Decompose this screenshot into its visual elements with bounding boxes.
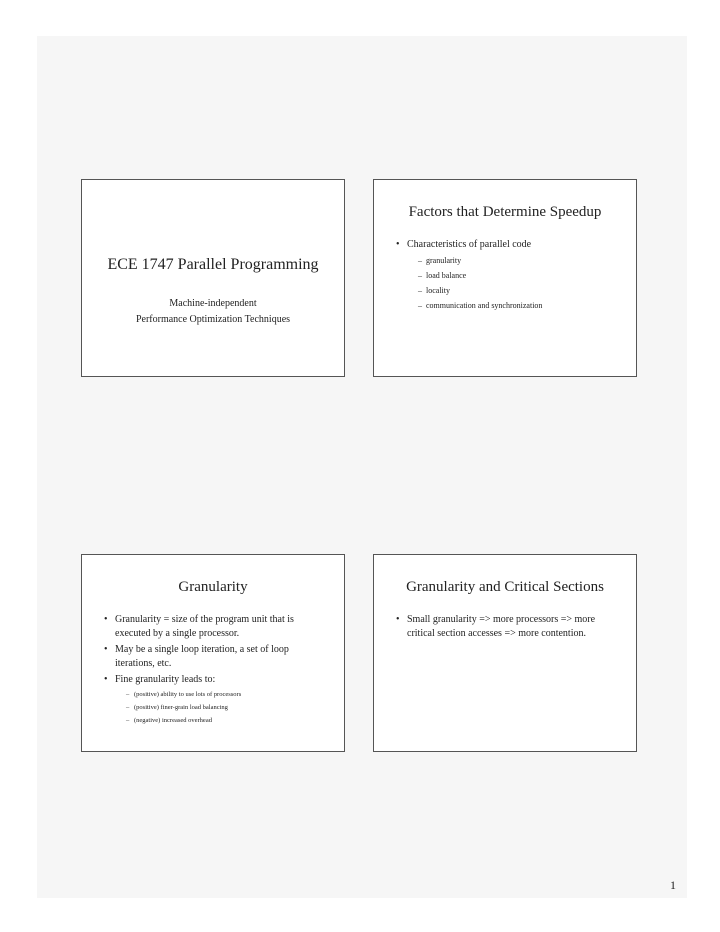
course-title: ECE 1747 Parallel Programming [107,256,319,273]
sub-bullet-text: locality [426,286,450,295]
sub-bullet-text: (positive) finer-grain load balancing [134,704,228,711]
slide-title: Granularity and Critical Sections [406,579,604,595]
sub-bullet [418,298,622,313]
slide-title: Factors that Determine Speedup [408,204,602,220]
bullet-icon: • [104,674,108,685]
sub-bullet [126,714,330,727]
dash-icon: – [418,256,422,265]
bullet-text: May be a single loop iteration, a set of loop iterations, etc. [115,644,289,669]
bullet-text: Fine granularity leads to: [115,674,216,685]
slide-granularity-critical-sections [373,554,637,752]
bullet-item [104,643,330,671]
sub-bullet [418,283,622,298]
dash-icon: – [126,691,130,698]
slide-content [396,238,622,315]
subtitle-line: Machine-independent [169,298,257,309]
subtitle-line: Performance Optimization Techniques [135,314,291,325]
bullet-item [104,673,330,727]
bullet-item [104,613,330,641]
sub-bullet-text: (positive) ability to use lots of processors [134,691,242,698]
bullet-item [396,613,622,641]
bullet-icon: • [104,644,108,655]
bullet-text: Small granularity => more processors => more critical section accesses => more contention. [407,614,596,639]
bullet-text: Characteristics of parallel code [407,239,532,250]
sub-bullet-text: load balance [426,271,467,280]
sub-bullet-text: communication and synchronization [426,301,543,310]
slide-content [104,613,330,729]
bullet-icon: • [104,614,108,625]
slide-title: Granularity [178,579,248,595]
bullet-item [396,238,622,313]
handout-page [37,36,687,898]
dash-icon: – [126,717,130,724]
sub-bullet-text: granularity [426,256,462,265]
dash-icon: – [126,704,130,711]
page-number: 1 [670,878,676,892]
sub-bullet [126,701,330,714]
sub-bullet [418,253,622,268]
sub-bullet-text: (negative) increased overhead [134,717,212,724]
slide-title-page [81,179,345,377]
dash-icon: – [418,301,422,310]
bullet-text: Granularity = size of the program unit that is executed by a single processor. [115,614,294,639]
bullet-icon: • [396,239,400,250]
slide-factors-speedup [373,179,637,377]
slide-granularity [81,554,345,752]
sub-bullet [418,268,622,283]
dash-icon: – [418,286,422,295]
slide-content [396,613,622,643]
dash-icon: – [418,271,422,280]
bullet-icon: • [396,614,400,625]
sub-bullet [126,688,330,701]
